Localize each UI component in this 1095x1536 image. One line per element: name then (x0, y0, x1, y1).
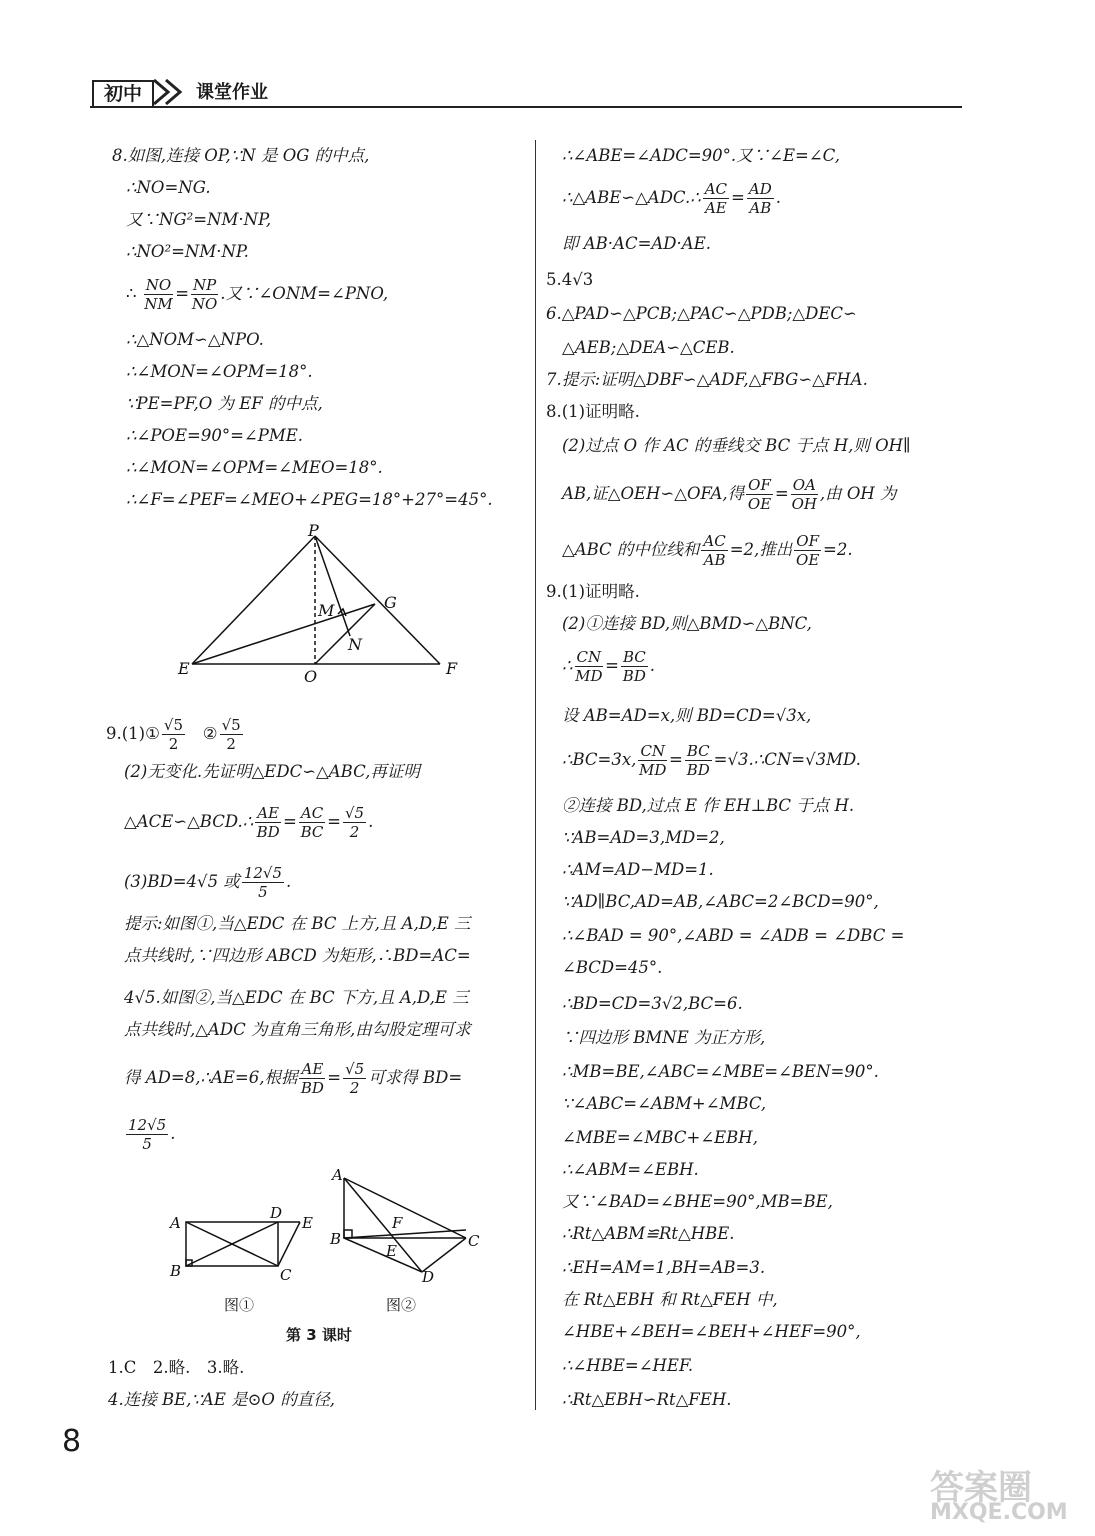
label-g: G (384, 593, 397, 612)
answer-line: (2)无变化.先证明△EDC∽△ABC,再证明 (124, 762, 420, 781)
answer-line: 提示:如图①,当△EDC 在 BC 上方,且 A,D,E 三 (124, 914, 471, 933)
label-e: E (178, 659, 190, 678)
fig2-label-e: E (386, 1242, 397, 1260)
answer-line-fraction: ∴△ABE∽△ADC.∴ $\frac{AC}{AE}$ = $\frac{AD}{AB}$ . (562, 180, 781, 217)
answer-line: 在 Rt△EBH 和 Rt△FEH 中, (562, 1290, 778, 1309)
answer-line: ∴Rt△EBH∽Rt△FEH. (562, 1390, 732, 1409)
answer-line: ∴∠ABM=∠EBH. (562, 1160, 699, 1179)
answer-line: 又∵∠BAD=∠BHE=90°,MB=BE, (562, 1192, 833, 1211)
answer-line: ∴∠HBE=∠HEF. (562, 1356, 694, 1375)
answer-line: △AEB;△DEA∽△CEB. (562, 338, 735, 357)
answer-line: ∴MB=BE,∠ABC=∠MBE=∠BEN=90°. (562, 1062, 879, 1081)
answer-line: 9.(1)证明略. (546, 582, 640, 601)
answer-line: 7.提示:证明△DBF∽△ADF,△FBG∽△FHA. (546, 370, 868, 389)
answer-line: ∵AD∥BC,AD=AB,∠ABC=2∠BCD=90°, (562, 892, 879, 911)
answer-line: ∴NO²=NM·NP. (126, 242, 249, 261)
answer-line-fraction: 9.(1)① $\frac{√5}{2}$ ② $\frac{√5}{2}$ (106, 716, 241, 753)
answer-line: 1.C 2.略. 3.略. (108, 1358, 245, 1377)
watermark-url: MXQE.COM (930, 1500, 1068, 1525)
watermark-logo: 答案圈 (930, 1468, 1032, 1508)
answer-line: ∴∠ABE=∠ADC=90°.又∵∠E=∠C, (562, 146, 840, 165)
fig2-label-c: C (468, 1232, 480, 1250)
answer-line-fraction: AB,证△OEH∽△OFA,得 $\frac{OF}{OE}$ = $\frac{OA}{OH}$ ,由 OH 为 (562, 476, 897, 513)
fig1-label-a: A (170, 1214, 181, 1232)
answer-line: 4.连接 BE,∵AE 是⊙O 的直径, (108, 1390, 335, 1409)
answer-line-fraction: ∴ $\frac{NO}{NM}$ = $\frac{NP}{NO}$ .又∵∠ONM=∠PNO, (126, 276, 389, 313)
answer-line: ∴∠F=∠PEF=∠MEO+∠PEG=18°+27°=45°. (126, 490, 493, 509)
fig1-label-c: C (280, 1266, 292, 1284)
answer-line-fraction: △ACE∽△BCD.∴ $\frac{AE}{BD}$ = $\frac{AC}{BC}$ = $\frac{√5}{2}$ . (124, 804, 374, 841)
header-rule (90, 106, 962, 108)
section-title: 第 3 课时 (286, 1326, 352, 1344)
answer-line-fraction: 得 AD=8,∴AE=6,根据 $\frac{AE}{BD}$ = $\frac{√5}{2}$ 可求得 BD= (124, 1060, 463, 1097)
answer-line: 4√5.如图②,当△EDC 在 BC 下方,且 A,D,E 三 (124, 988, 469, 1007)
answer-line: ∴NO=NG. (126, 178, 211, 197)
header-title: 课堂作业 (196, 82, 268, 103)
answer-line: 即 AB·AC=AD·AE. (562, 234, 711, 253)
answer-line: 6.△PAD∽△PCB;△PAC∽△PDB;△DEC∽ (546, 304, 857, 323)
answer-line: 点共线时,∵四边形 ABCD 为矩形,∴BD=AC= (124, 946, 471, 965)
header-badge: 初中 (92, 80, 154, 108)
answer-line: 点共线时,△ADC 为直角三角形,由勾股定理可求 (124, 1020, 471, 1039)
answer-line: ∴∠POE=90°=∠PME. (126, 426, 304, 445)
figure-caption-2: 图② (386, 1296, 417, 1314)
answer-line: ∠HBE+∠BEH=∠BEH+∠HEF=90°, (562, 1322, 861, 1341)
fig2-label-a: A (332, 1166, 343, 1184)
answer-line: ∠MBE=∠MBC+∠EBH, (562, 1128, 758, 1147)
answer-line: 8.(1)证明略. (546, 402, 640, 421)
answer-line: ∴∠BAD = 90°,∠ABD = ∠ADB = ∠DBC = (562, 926, 905, 945)
fraction: $\frac{NO}{NM}$ (144, 276, 173, 313)
geometry-figure-pef (170, 524, 470, 694)
double-chevron-icon (150, 78, 190, 106)
fig1-label-e: E (302, 1214, 313, 1232)
answer-line-fraction: $\frac{12√5}{5}$ . (128, 1116, 176, 1153)
answer-line-fraction: ∴BC=3x, $\frac{CN}{MD}$ = $\frac{BC}{BD}$ =√3.∴CN=√3MD. (562, 742, 861, 779)
answer-line: 8.如图,连接 OP,∵N 是 OG 的中点, (112, 146, 370, 165)
label-m: M (318, 601, 335, 620)
answer-line: ∴△NOM∽△NPO. (126, 330, 264, 349)
label-f: F (446, 659, 458, 678)
fig2-label-d: D (422, 1268, 435, 1286)
answer-line: ∠BCD=45°. (562, 958, 663, 977)
fig1-label-d: D (270, 1204, 283, 1222)
answer-line: 设 AB=AD=x,则 BD=CD=√3x, (562, 706, 812, 725)
column-divider (535, 140, 536, 1410)
label-p: P (308, 524, 319, 540)
answer-line: ∴Rt△ABM≌Rt△HBE. (562, 1224, 735, 1243)
answer-line: ∴∠MON=∠OPM=∠MEO=18°. (126, 458, 383, 477)
answer-line: ∴∠MON=∠OPM=18°. (126, 362, 313, 381)
answer-line: ②连接 BD,过点 E 作 EH⊥BC 于点 H. (562, 796, 855, 815)
fraction: $\frac{NP}{NO}$ (191, 276, 218, 313)
fig1-label-b: B (170, 1262, 182, 1280)
figure-caption-1: 图① (224, 1296, 255, 1314)
answer-line: ∵∠ABC=∠ABM+∠MBC, (562, 1094, 767, 1113)
answer-line: 5.4√3 (546, 270, 594, 289)
answer-line: ∴AM=AD−MD=1. (562, 860, 714, 879)
answer-line: (2)过点 O 作 AC 的垂线交 BC 于点 H,则 OH∥ (562, 436, 911, 455)
answer-line-fraction: △ABC 的中位线和 $\frac{AC}{AB}$ =2,推出 $\frac{OF}{OE}$ =2. (562, 532, 853, 569)
answer-line: (2)①连接 BD,则△BMD∽△BNC, (562, 614, 812, 633)
answer-line: ∴EH=AM=1,BH=AB=3. (562, 1258, 766, 1277)
geometry-figures-1-2 (164, 1160, 504, 1320)
answer-line: ∴BD=CD=3√2,BC=6. (562, 994, 743, 1013)
label-o: O (304, 667, 318, 686)
fig2-label-f: F (392, 1214, 403, 1232)
answer-line: ∵四边形 BMNE 为正方形, (562, 1028, 766, 1047)
answer-line: 又∵NG²=NM·NP, (126, 210, 272, 229)
answer-line: ∵AB=AD=3,MD=2, (562, 828, 725, 847)
page-number: 8 (62, 1424, 82, 1459)
answer-line: ∵PE=PF,O 为 EF 的中点, (126, 394, 323, 413)
fig2-label-b: B (330, 1230, 342, 1248)
label-n: N (348, 635, 362, 654)
answer-line-fraction: ∴ $\frac{CN}{MD}$ = $\frac{BC}{BD}$ . (562, 648, 655, 685)
answer-line-fraction: (3)BD=4√5 或 $\frac{12√5}{5}$ . (124, 864, 292, 901)
